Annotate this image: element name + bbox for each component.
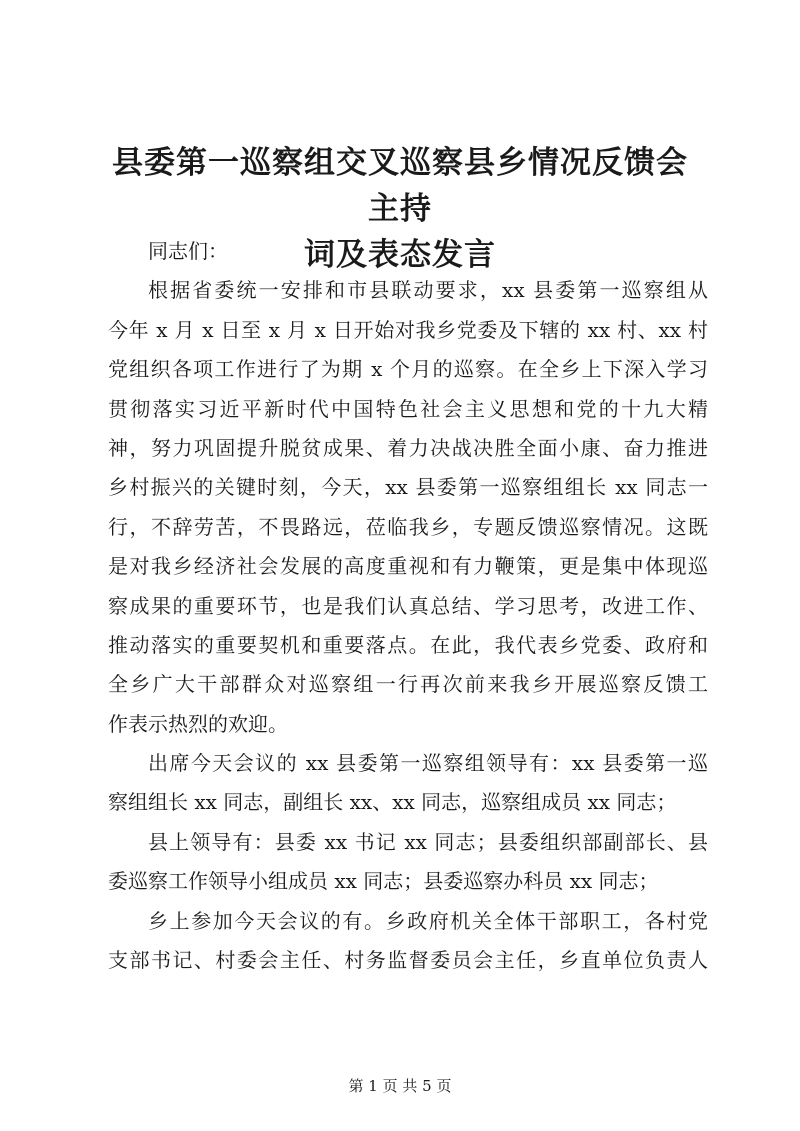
body-line: 察组组长 xx 同志，副组长 xx、xx 同志，巡察组成员 xx 同志； [108, 790, 677, 815]
document-body [108, 232, 708, 980]
body-line: 神，努力巩固提升脱贫成果、着力决战决胜全面小康、奋力推进 [108, 435, 708, 460]
body-line: 行，不辞劳苦，不畏路远，莅临我乡，专题反馈巡察情况。这既 [108, 514, 708, 539]
body-line: 支部书记、村委会主任、村务监督委员会主任，乡直单位负责人 [108, 948, 708, 973]
title-line-2: 词及表态发言 [304, 237, 496, 273]
salutation: 同志们： [148, 239, 228, 263]
body-line: 作表示热烈的欢迎。 [108, 711, 288, 736]
body-line: 根据省委统一安排和市县联动要求，xx 县委第一巡察组从 [148, 278, 708, 303]
body-line: 出席今天会议的 xx 县委第一巡察组领导有：xx 县委第一巡 [148, 751, 708, 776]
title-line-1: 县委第一巡察组交叉巡察县乡情况反馈会主持 [112, 145, 688, 227]
body-line: 党组织各项工作进行了为期 x 个月的巡察。在全乡上下深入学习 [108, 357, 708, 382]
body-line: 乡村振兴的关键时刻，今天，xx 县委第一巡察组组长 xx 同志一 [108, 475, 708, 500]
body-line: 乡上参加今天会议的有。乡政府机关全体干部职工，各村党 [148, 908, 708, 933]
body-line: 县上领导有：县委 xx 书记 xx 同志；县委组织部副部长、县 [148, 829, 708, 854]
body-line: 全乡广大干部群众对巡察组一行再次前来我乡开展巡察反馈工 [108, 672, 708, 697]
body-line: 今年 x 月 x 日至 x 月 x 日开始对我乡党委及下辖的 xx 村、xx 村 [108, 317, 708, 342]
body-line: 是对我乡经济社会发展的高度重视和有力鞭策，更是集中体现巡 [108, 554, 708, 579]
body-line: 委巡察工作领导小组成员 xx 同志；县委巡察办科员 xx 同志； [108, 869, 659, 894]
body-line: 推动落实的重要契机和重要落点。在此，我代表乡党委、政府和 [108, 632, 708, 657]
body-line: 贯彻落实习近平新时代中国特色社会主义思想和党的十九大精 [108, 396, 708, 421]
page-number-footer: 第 1 页 共 5 页 [348, 1077, 452, 1095]
body-line: 察成果的重要环节，也是我们认真总结、学习思考，改进工作、 [108, 593, 708, 618]
